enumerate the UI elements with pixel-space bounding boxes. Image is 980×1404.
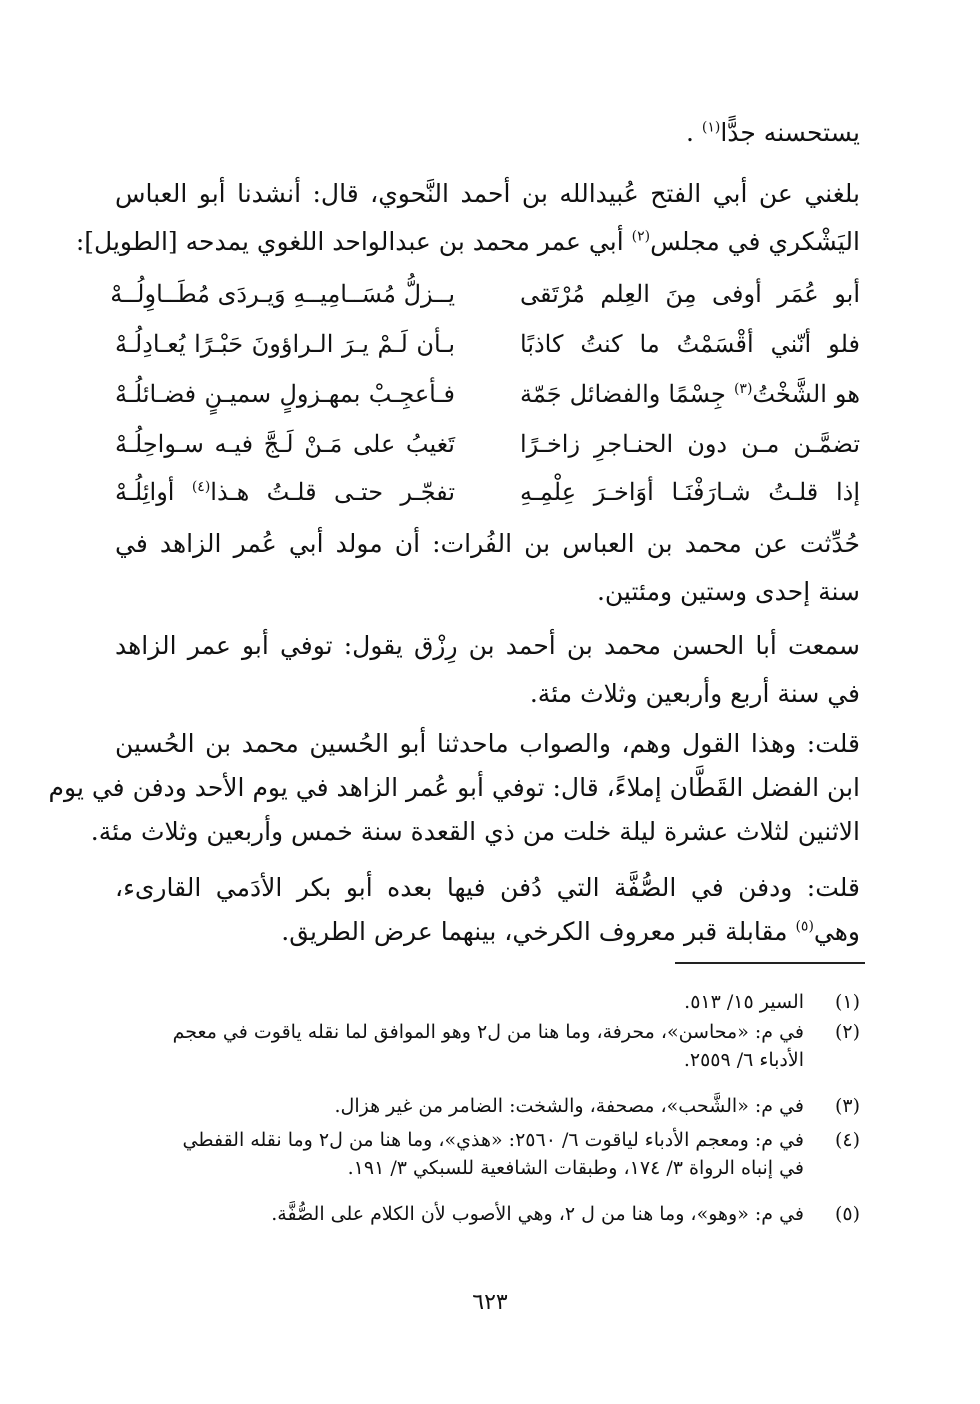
intro-line-2-a: اليَشْكري في مجلس xyxy=(650,227,860,256)
verse-1 xyxy=(110,270,860,318)
paragraph-correction xyxy=(48,722,860,854)
continued-line xyxy=(686,118,860,148)
verse-5-second-b: أوائِلُـهْ xyxy=(115,478,192,506)
footnote-3-text: في م: «الشَّحب»، مصحفة، والشخت: الضامر من غير هزال. xyxy=(334,1095,804,1117)
paragraph-birth xyxy=(115,520,860,616)
continued-text: يستحسنه جدًّا xyxy=(720,118,860,147)
burial-line-2-a: وهي xyxy=(813,917,860,946)
intro-line-1: بلغني عن أبي الفتح عُبيدالله بن أحمد النَّحوي، قال: أنشدنا أبو العباس xyxy=(115,179,860,208)
paragraph-burial xyxy=(115,866,860,954)
burial-line-1: قلت: ودفن في الصُّفَّة التي دُفن فيها بعده أبو بكر الأدَمي القارىء، xyxy=(115,873,861,902)
verse-2-first-hemistich: فلو أنّني أقْسَمْتُ ما كنتُ كاذبًا xyxy=(520,330,860,358)
correction-line-2: ابن الفضل القَطَّان إملاءً، قال: توفي أبو عُمر الزاهد في يوم الأحد ودفن في يوم xyxy=(48,773,860,802)
verse-5-first-hemistich: إذا قلـتُ شـارَفْنَـا أوَاخـرَ عِلْمِـهِ xyxy=(520,478,860,506)
footnote-1-text: السير ١٥/ ٥١٣. xyxy=(684,991,804,1013)
burial-line-2-b: مقابلة قبر معروف الكرخي، بينهما عرض الطريق. xyxy=(281,917,796,946)
birth-line-2: سنة إحدى وستين ومئتين. xyxy=(596,577,860,606)
page-number: ٦٢٣ xyxy=(472,1290,508,1315)
verse-5-second-a: تفجّـر حتـى قلـتُ هـذا xyxy=(210,478,456,506)
verse-1-second-hemistich: يــزلُّ مُسَــامِيــهِ وَيـردَى مُطَــاوِلُــهْ xyxy=(110,280,455,308)
intro-line-2-b: أبي عمر محمد بن عبدالواحد اللغوي يمدحه [الطويل]: xyxy=(75,227,632,256)
footnote-5 xyxy=(115,1200,860,1228)
footnote-ref-4[interactable]: (٤) xyxy=(191,479,211,495)
death-report-line-1: سمعت أبا الحسن محمد بن أحمد بن رِزْق يقول: توفي أبو عمر الزاهد xyxy=(115,631,860,660)
verse-4-first-hemistich: تضمَّـن مـن دون الحنـاجرِ زاخـرًا xyxy=(520,430,860,458)
verse-5 xyxy=(115,468,860,516)
footnote-1-number: (١) xyxy=(834,991,860,1013)
verse-3-first-hemistich xyxy=(520,370,860,418)
verse-3-first-b: جِسْمًا والفضائل جَمّة xyxy=(520,380,734,408)
footnote-5-number: (٥) xyxy=(834,1203,860,1225)
verse-1-first-hemistich: أبو عُمَر أوفى مِنَ العِلم مُرْتَقى xyxy=(520,280,860,308)
footnote-2 xyxy=(115,1018,860,1074)
verse-4-second-hemistich: تَغيبُ على مَـنْ لَـجَّ فيـه سـواحِلُـهْ xyxy=(115,430,455,458)
paragraph-intro xyxy=(75,170,860,266)
death-report-line-2: في سنة أربع وأربعين وثلاث مئة. xyxy=(529,679,860,708)
correction-line-1: قلت: وهذا القول وهم، والصواب ماحدثنا أبو الحُسين محمد بن الحُسين xyxy=(115,729,860,758)
footnote-ref-3[interactable]: (٣) xyxy=(733,381,753,397)
verse-3 xyxy=(115,370,860,418)
footnote-4 xyxy=(115,1126,860,1182)
birth-line-1: حُدِّثت عن محمد بن العباس بن الفُرات: أن مولد أبي عُمر الزاهد في xyxy=(115,529,860,558)
footnote-3-number: (٣) xyxy=(834,1095,860,1117)
continued-end: . xyxy=(685,118,702,147)
intro-line-2 xyxy=(75,218,860,266)
footnote-4-text: في م: ومعجم الأدباء لياقوت ٦/ ٢٥٦٠: «هذي»، وما هنا من ل٢ وما نقله القفطي xyxy=(182,1129,804,1151)
burial-line-2 xyxy=(115,910,860,954)
footnote-ref-1[interactable]: (١) xyxy=(701,119,721,136)
correction-line-3: الاثنين لثلاث عشرة ليلة خلت من ذي القعدة سنة خمس وأربعين وثلاث مئة. xyxy=(90,817,860,846)
paragraph-death-report xyxy=(115,622,860,718)
verse-4 xyxy=(115,420,860,468)
verse-2-second-hemistich: بـأن لَـمْ يـرَ الـراؤونَ حَبْـرًا يُعـادِلُـهْ xyxy=(115,330,455,358)
footnote-4-number: (٤) xyxy=(834,1129,860,1151)
verse-3-first-a: هو الشَّخْتُ xyxy=(752,380,860,408)
footnote-5-text: في م: «وهو»، وما هنا من ل ٢، وهي الأصوب لأن الكلام على الصُّفَّة. xyxy=(271,1203,804,1225)
verse-2 xyxy=(115,320,860,368)
footnote-ref-2[interactable]: (٢) xyxy=(631,228,651,245)
footnote-ref-5[interactable]: (٥) xyxy=(795,918,814,935)
footnote-2-number: (٢) xyxy=(834,1021,860,1043)
footnote-2-continuation: الأدباء ٦/ ٢٥٥٩. xyxy=(683,1049,804,1071)
verse-5-second-hemistich xyxy=(115,468,455,516)
footnote-3 xyxy=(115,1092,860,1120)
footnote-4-continuation: في إنباه الرواة ٣/ ١٧٤، وطبقات الشافعية للسبكي ٣/ ١٩١. xyxy=(347,1157,804,1179)
footnote-separator xyxy=(675,962,865,964)
footnote-1 xyxy=(115,988,860,1016)
verse-3-second-hemistich: فـأعجِـبْ بمهـزولٍ سميـنٍ فضـائلُـهْ xyxy=(115,380,455,408)
footnote-2-text: في م: «محاسن»، محرفة، وما هنا من ل٢ وهو الموافق لما نقله ياقوت في معجم xyxy=(172,1021,804,1043)
